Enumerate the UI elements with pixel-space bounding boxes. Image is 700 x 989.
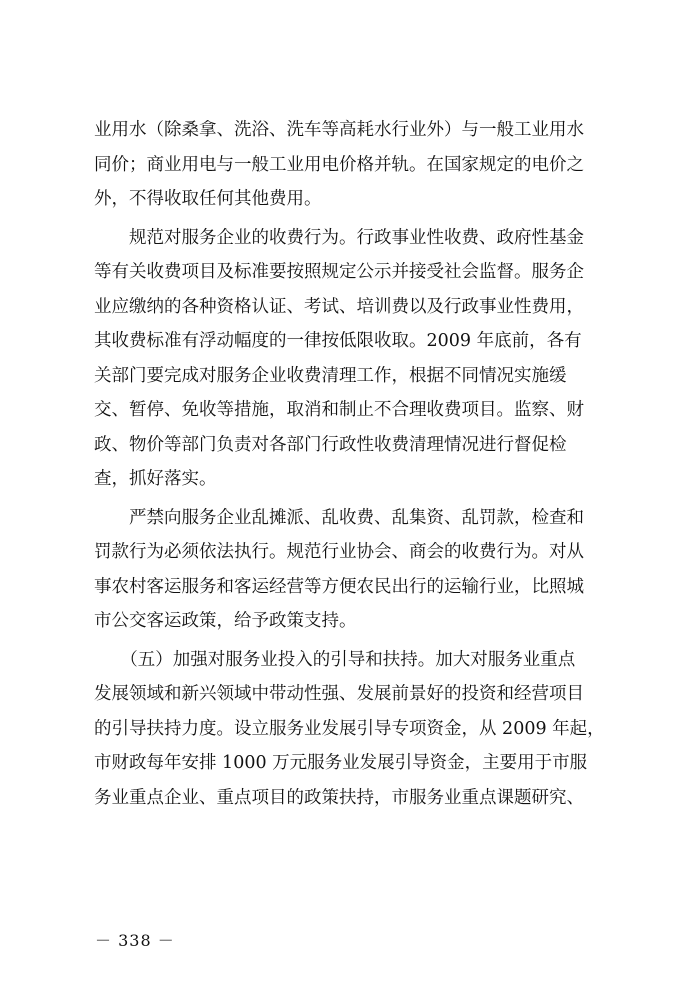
- text-line: 查，抓好落实。: [94, 469, 217, 489]
- text-line: 发展领域和新兴领域中带动性强、发展前景好的投资和经营项目: [94, 684, 584, 704]
- paragraph-4: [94, 643, 624, 816]
- text-line: 等有关收费项目及标准要按照规定公示并接受社会监督。服务企: [94, 262, 584, 282]
- text-line: 务业重点企业、重点项目的政策扶持，市服务业重点课题研究、: [94, 787, 584, 808]
- text-line: 关部门要完成对服务企业收费清理工作，根据不同情况实施缓: [94, 365, 567, 386]
- document-body: [94, 113, 624, 815]
- page-number: － 338 －: [95, 931, 175, 950]
- text-line: 政、物价等部门负责对各部门行政性收费清理情况进行督促检: [94, 434, 567, 455]
- text-line: 其收费标准有浮动幅度的一律按低限收取。2009 年底前，各有: [94, 331, 582, 351]
- text-line: 市财政每年安排 1000 万元服务业发展引导资金，主要用于市服: [94, 753, 588, 773]
- text-line: 严禁向服务企业乱摊派、乱收费、乱集资、乱罚款，检查和: [94, 507, 584, 528]
- text-line: 业用水（除桑拿、洗浴、洗车等高耗水行业外）与一般工业用水: [94, 120, 584, 140]
- text-line: （五）加强对服务业投入的引导和扶持。加大对服务业重点: [94, 649, 576, 670]
- text-line: 同价；商业用电与一般工业用电价格并轨。在国家规定的电价之: [94, 154, 584, 175]
- text-line: 的引导扶持力度。设立服务业发展引导专项资金，从 2009 年起，: [94, 718, 605, 739]
- paragraph-3: [94, 501, 624, 639]
- paragraph-1: [94, 113, 624, 217]
- text-line: 罚款行为必须依法执行。规范行业协会、商会的收费行为。对从: [94, 542, 584, 562]
- text-line: 规范对服务企业的收费行为。行政事业性收费、政府性基金: [94, 227, 584, 248]
- text-line: 外，不得收取任何其他费用。: [94, 189, 322, 209]
- text-line: 业应缴纳的各种资格认证、考试、培训费以及行政事业性费用，: [94, 296, 584, 317]
- text-line: 市公交客运政策，给予政策支持。: [94, 611, 357, 631]
- paragraph-2: [94, 221, 624, 497]
- text-line: 事农村客运服务和客运经营等方便农民出行的运输行业，比照城: [94, 576, 584, 597]
- text-line: 交、暂停、免收等措施，取消和制止不合理收费项目。监察、财: [94, 400, 584, 420]
